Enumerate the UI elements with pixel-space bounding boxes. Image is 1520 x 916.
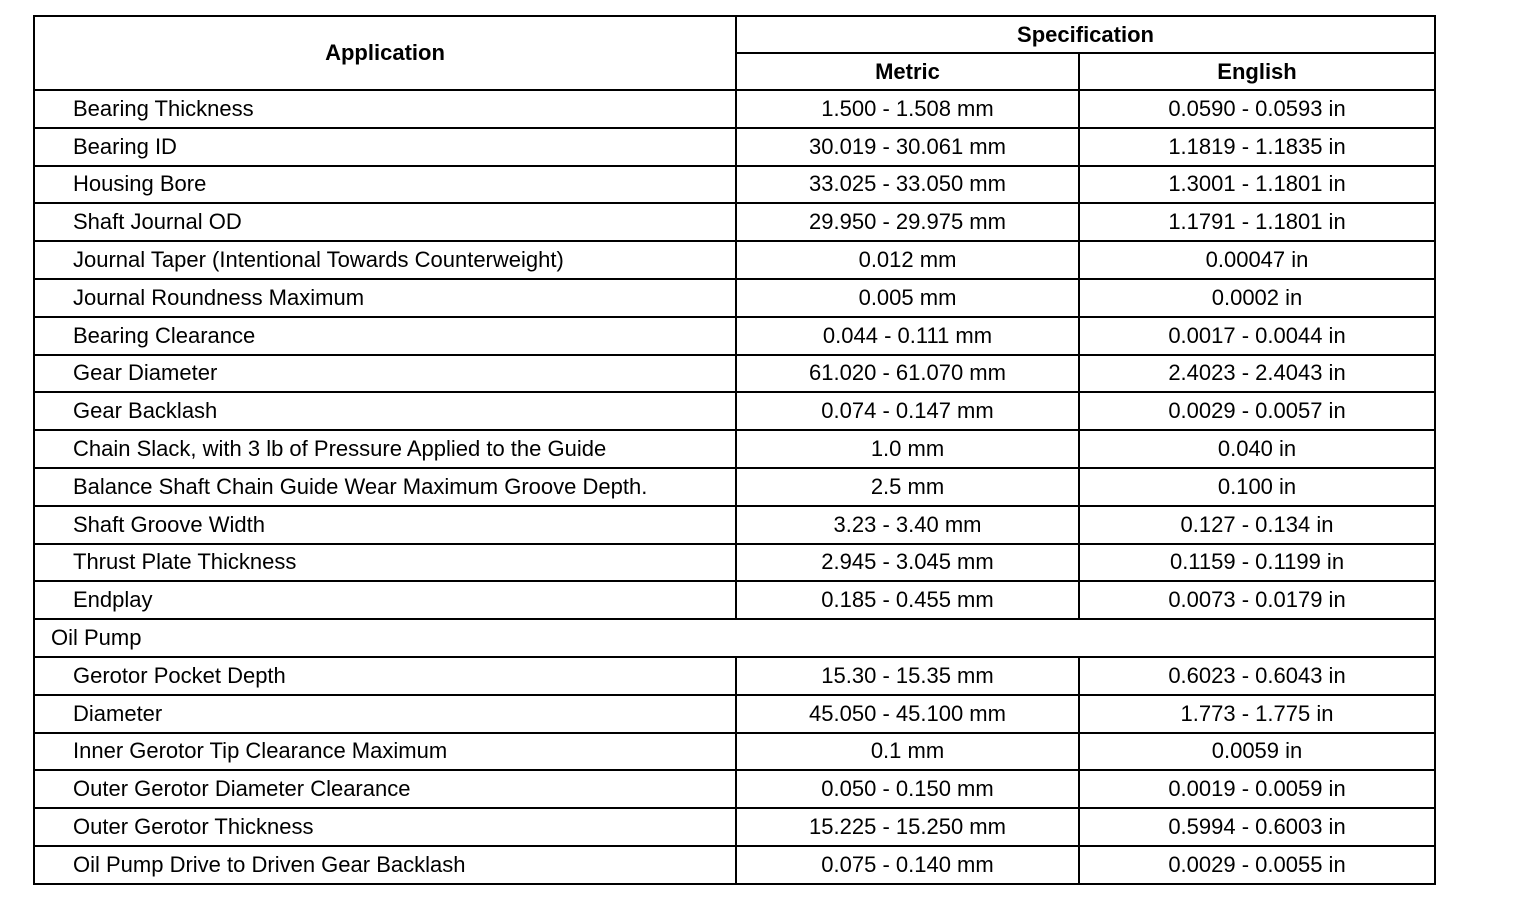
application-cell: Endplay xyxy=(34,581,736,619)
application-cell: Bearing Thickness xyxy=(34,90,736,128)
table-row xyxy=(34,128,1435,166)
table-header xyxy=(34,16,1435,90)
english-cell: 0.0073 - 0.0179 in xyxy=(1079,581,1435,619)
table-row xyxy=(34,241,1435,279)
metric-cell: 3.23 - 3.40 mm xyxy=(736,506,1079,544)
english-cell: 0.00047 in xyxy=(1079,241,1435,279)
metric-cell: 33.025 - 33.050 mm xyxy=(736,166,1079,204)
table-row xyxy=(34,544,1435,582)
metric-cell: 0.074 - 0.147 mm xyxy=(736,392,1079,430)
table-row xyxy=(34,166,1435,204)
english-cell: 0.6023 - 0.6043 in xyxy=(1079,657,1435,695)
metric-cell: 0.1 mm xyxy=(736,733,1079,771)
metric-header: Metric xyxy=(736,53,1079,90)
specification-header: Specification xyxy=(736,16,1435,53)
table-row xyxy=(34,770,1435,808)
metric-cell: 0.185 - 0.455 mm xyxy=(736,581,1079,619)
metric-cell: 2.945 - 3.045 mm xyxy=(736,544,1079,582)
application-cell: Journal Taper (Intentional Towards Counterweight) xyxy=(34,241,736,279)
english-cell: 0.040 in xyxy=(1079,430,1435,468)
application-cell: Bearing Clearance xyxy=(34,317,736,355)
application-cell: Outer Gerotor Thickness xyxy=(34,808,736,846)
application-cell: Housing Bore xyxy=(34,166,736,204)
table-row xyxy=(34,695,1435,733)
application-cell: Thrust Plate Thickness xyxy=(34,544,736,582)
metric-cell: 0.075 - 0.140 mm xyxy=(736,846,1079,884)
english-cell: 2.4023 - 2.4043 in xyxy=(1079,355,1435,393)
metric-cell: 61.020 - 61.070 mm xyxy=(736,355,1079,393)
table-row xyxy=(34,808,1435,846)
application-header: Application xyxy=(34,16,736,90)
english-header: English xyxy=(1079,53,1435,90)
application-cell: Bearing ID xyxy=(34,128,736,166)
metric-cell: 0.005 mm xyxy=(736,279,1079,317)
section-label: Oil Pump xyxy=(34,619,1435,657)
application-cell: Journal Roundness Maximum xyxy=(34,279,736,317)
metric-cell: 30.019 - 30.061 mm xyxy=(736,128,1079,166)
application-cell: Shaft Groove Width xyxy=(34,506,736,544)
english-cell: 1.1791 - 1.1801 in xyxy=(1079,203,1435,241)
english-cell: 0.100 in xyxy=(1079,468,1435,506)
table-row xyxy=(34,846,1435,884)
table-row xyxy=(34,279,1435,317)
application-cell: Diameter xyxy=(34,695,736,733)
table-row xyxy=(34,392,1435,430)
metric-cell: 0.012 mm xyxy=(736,241,1079,279)
metric-cell: 2.5 mm xyxy=(736,468,1079,506)
table-row xyxy=(34,733,1435,771)
table-body xyxy=(34,90,1435,884)
application-cell: Oil Pump Drive to Driven Gear Backlash xyxy=(34,846,736,884)
english-cell: 1.1819 - 1.1835 in xyxy=(1079,128,1435,166)
table-row xyxy=(34,90,1435,128)
specification-table xyxy=(33,15,1436,885)
english-cell: 0.0059 in xyxy=(1079,733,1435,771)
english-cell: 0.0002 in xyxy=(1079,279,1435,317)
english-cell: 0.1159 - 0.1199 in xyxy=(1079,544,1435,582)
metric-cell: 0.044 - 0.111 mm xyxy=(736,317,1079,355)
metric-cell: 15.225 - 15.250 mm xyxy=(736,808,1079,846)
metric-cell: 1.500 - 1.508 mm xyxy=(736,90,1079,128)
application-cell: Shaft Journal OD xyxy=(34,203,736,241)
english-cell: 0.0017 - 0.0044 in xyxy=(1079,317,1435,355)
english-cell: 1.773 - 1.775 in xyxy=(1079,695,1435,733)
metric-cell: 45.050 - 45.100 mm xyxy=(736,695,1079,733)
english-cell: 0.127 - 0.134 in xyxy=(1079,506,1435,544)
metric-cell: 15.30 - 15.35 mm xyxy=(736,657,1079,695)
table-row xyxy=(34,317,1435,355)
english-cell: 0.0029 - 0.0057 in xyxy=(1079,392,1435,430)
table-row xyxy=(34,430,1435,468)
application-cell: Chain Slack, with 3 lb of Pressure Applied to the Guide xyxy=(34,430,736,468)
application-cell: Gear Backlash xyxy=(34,392,736,430)
table-row xyxy=(34,506,1435,544)
metric-cell: 1.0 mm xyxy=(736,430,1079,468)
english-cell: 1.3001 - 1.1801 in xyxy=(1079,166,1435,204)
english-cell: 0.5994 - 0.6003 in xyxy=(1079,808,1435,846)
table-row xyxy=(34,581,1435,619)
application-cell: Balance Shaft Chain Guide Wear Maximum Groove Depth. xyxy=(34,468,736,506)
application-cell: Gear Diameter xyxy=(34,355,736,393)
table-row xyxy=(34,203,1435,241)
metric-cell: 0.050 - 0.150 mm xyxy=(736,770,1079,808)
application-cell: Outer Gerotor Diameter Clearance xyxy=(34,770,736,808)
table-row xyxy=(34,355,1435,393)
table-row xyxy=(34,468,1435,506)
section-row xyxy=(34,619,1435,657)
metric-cell: 29.950 - 29.975 mm xyxy=(736,203,1079,241)
english-cell: 0.0590 - 0.0593 in xyxy=(1079,90,1435,128)
application-cell: Gerotor Pocket Depth xyxy=(34,657,736,695)
table-row xyxy=(34,657,1435,695)
english-cell: 0.0019 - 0.0059 in xyxy=(1079,770,1435,808)
header-row-top xyxy=(34,16,1435,53)
application-cell: Inner Gerotor Tip Clearance Maximum xyxy=(34,733,736,771)
english-cell: 0.0029 - 0.0055 in xyxy=(1079,846,1435,884)
